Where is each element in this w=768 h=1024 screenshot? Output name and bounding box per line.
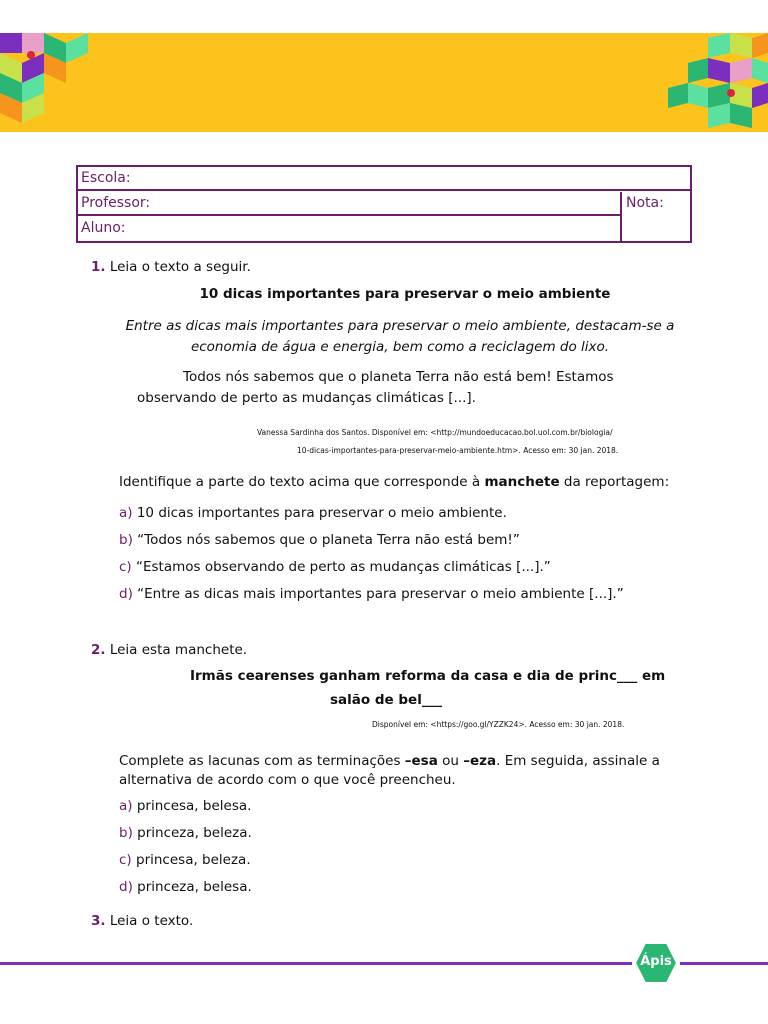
option-letter: d) <box>119 879 133 895</box>
q3-instruction <box>91 912 193 930</box>
option-text: princeza, belesa. <box>137 879 252 895</box>
q1-question <box>119 473 669 491</box>
q2-option-d[interactable] <box>119 878 252 896</box>
footer-line-right <box>680 962 768 965</box>
q1-question-pre: Identifique a parte do texto acima que corresponde à <box>119 474 485 490</box>
q1-lead-line1: Entre as dicas mais importantes para preservar o meio ambiente, destacam-se a <box>125 318 675 334</box>
q2-esa: –esa <box>404 753 438 769</box>
q1-instruction-text: Leia o texto a seguir. <box>109 259 251 275</box>
q2-source: Disponível em: <https://goo.gl/YZZK24>. Acesso em: 30 jan. 2018. <box>372 720 625 729</box>
q3-number: 3. <box>91 913 106 929</box>
option-text: “Todos nós sabemos que o planeta Terra não está bem!” <box>137 532 520 548</box>
option-text: princesa, beleza. <box>136 852 251 868</box>
q2-question-line2: alternativa de acordo com o que você preencheu. <box>119 772 456 788</box>
q2-option-b[interactable] <box>119 824 252 842</box>
apis-logo <box>634 942 678 984</box>
option-letter: b) <box>119 825 133 841</box>
q1-body-line1: Todos nós sabemos que o planeta Terra não está bem! Estamos <box>183 369 614 385</box>
option-letter: a) <box>119 505 133 521</box>
q2-question-a: Complete as lacunas com as terminações <box>119 753 405 769</box>
q2-question-line1 <box>119 752 660 770</box>
q1-instruction <box>91 258 251 276</box>
header-band <box>0 33 768 132</box>
footer-line-left <box>0 962 632 965</box>
q1-option-c[interactable] <box>119 558 551 576</box>
option-text: princeza, beleza. <box>137 825 252 841</box>
q1-number: 1. <box>91 259 106 275</box>
student-label: Aluno: <box>81 220 126 236</box>
option-letter: d) <box>119 586 133 602</box>
q1-option-b[interactable] <box>119 531 520 549</box>
q2-number: 2. <box>91 642 106 658</box>
q1-option-d[interactable] <box>119 585 624 603</box>
q1-option-a[interactable] <box>119 504 507 522</box>
q1-lead-line2: economia de água e energia, bem como a reciclagem do lixo. <box>190 339 610 355</box>
school-label: Escola: <box>81 170 131 186</box>
option-letter: a) <box>119 798 133 814</box>
q3-instruction-text: Leia o texto. <box>109 913 194 929</box>
option-text: “Estamos observando de perto as mudanças climáticas [...].” <box>136 559 551 575</box>
grade-label: Nota: <box>626 195 664 211</box>
option-letter: c) <box>119 559 132 575</box>
q2-option-c[interactable] <box>119 851 251 869</box>
teacher-label: Professor: <box>81 195 151 211</box>
q2-headline-line1: Irmãs cearenses ganham reforma da casa e dia de princ___ em <box>190 668 666 684</box>
q2-eza: –eza <box>463 753 497 769</box>
decorative-cubes-left <box>0 33 110 132</box>
q1-question-post: da reportagem: <box>559 474 670 490</box>
apis-logo-text: Ápis <box>640 954 672 969</box>
q1-article-title: 10 dicas importantes para preservar o meio ambiente <box>199 286 611 302</box>
grade-field[interactable] <box>620 192 696 241</box>
option-letter: c) <box>119 852 132 868</box>
q2-instruction <box>91 641 247 659</box>
q1-question-bold: manchete <box>484 474 560 490</box>
student-info-table <box>76 165 692 243</box>
q1-body-line2: observando de perto as mudanças climáticas [...]. <box>137 390 476 406</box>
q2-question-b: . Em seguida, assinale a <box>496 753 660 769</box>
student-field[interactable] <box>78 217 620 241</box>
option-letter: b) <box>119 532 133 548</box>
decorative-cubes-right <box>668 33 768 132</box>
teacher-field[interactable] <box>78 192 620 216</box>
option-text: 10 dicas importantes para preservar o meio ambiente. <box>136 505 507 521</box>
q2-option-a[interactable] <box>119 797 251 815</box>
school-field[interactable] <box>78 167 690 191</box>
q2-instruction-text: Leia esta manchete. <box>109 642 248 658</box>
q1-source-line2: 10-dicas-importantes-para-preservar-meio-ambiente.htm>. Acesso em: 30 jan. 2018. <box>297 446 619 455</box>
option-text: princesa, belesa. <box>136 798 252 814</box>
q2-ou: ou <box>437 753 464 769</box>
q1-source-line1: Vanessa Sardinha dos Santos. Disponível em: <http://mundoeducacao.bol.uol.com.br/biologia/ <box>257 428 613 437</box>
option-text: “Entre as dicas mais importantes para preservar o meio ambiente [...].” <box>137 586 624 602</box>
q2-headline-line2: salão de bel___ <box>330 692 443 708</box>
